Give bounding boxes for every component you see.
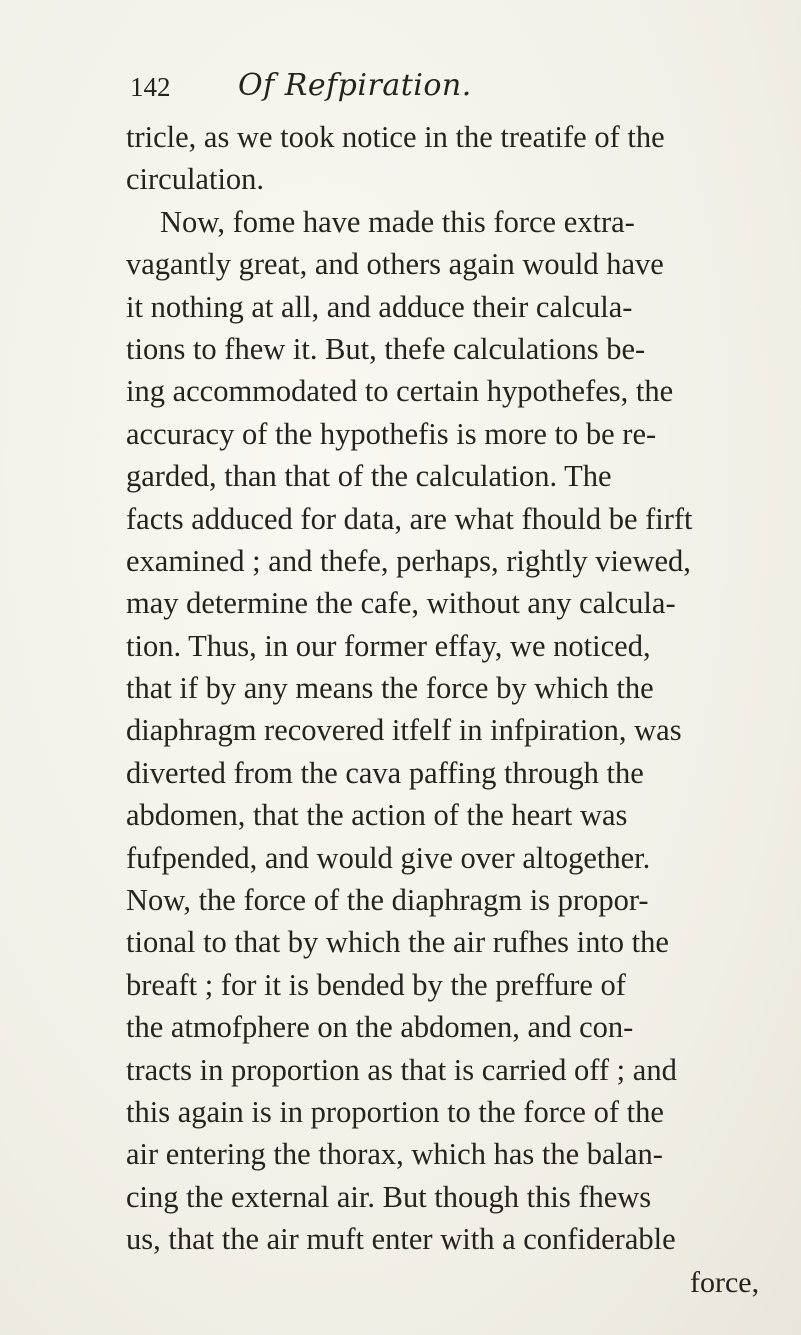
text-line: abdomen, that the action of the heart was [126, 798, 628, 833]
text-line: Now, fome have made this force extra- [160, 204, 635, 239]
text-line: examined ; and thefe, perhaps, rightly viewed, [126, 543, 691, 578]
catchword: force, [690, 1266, 760, 1299]
text-line: tions to fhew it. But, thefe calculations be- [126, 331, 646, 366]
text-line: cing the external air. But though this fhews [126, 1179, 652, 1214]
text-line: tional to that by which the air rufhes into the [126, 925, 669, 960]
text-line: vagantly great, and others again would have [126, 247, 664, 282]
text-line: Now, the force of the diaphragm is propor- [126, 883, 649, 918]
text-line: this again is in proportion to the force of the [126, 1094, 664, 1129]
text-line: diverted from the cava paffing through the [126, 755, 644, 790]
body-text [126, 116, 776, 1261]
text-line: garded, than that of the calculation. The [126, 459, 612, 494]
text-line: may determine the cafe, without any calcula- [126, 586, 676, 621]
text-line: tricle, as we took notice in the treatife of the [126, 120, 665, 154]
text-line: tracts in proportion as that is carried off ; and [126, 1052, 677, 1087]
text-line: the atmofphere on the abdomen, and con- [126, 1010, 634, 1045]
page-number: 142 [130, 72, 171, 102]
text-line: us, that the air muft enter with a confiderable [126, 1222, 676, 1257]
text-line: fufpended, and would give over altogether. [126, 840, 651, 875]
text-line: that if by any means the force by which the [126, 671, 654, 706]
text-line: ing accommodated to certain hypothefes, the [126, 374, 674, 409]
text-line: breaft ; for it is bended by the preffure of [126, 967, 626, 1002]
page-header [130, 68, 770, 108]
text-line: facts adduced for data, are what fhould be firft [126, 501, 693, 536]
running-title: Of Refpiration. [238, 68, 472, 103]
text-line: accuracy of the hypothefis is more to be re- [126, 416, 657, 451]
text-line: circulation. [126, 162, 265, 197]
text-line: it nothing at all, and adduce their calcula- [126, 289, 633, 324]
text-line: diaphragm recovered itfelf in infpiration, was [126, 713, 682, 748]
text-line: tion. Thus, in our former effay, we noticed, [126, 628, 651, 663]
text-line: air entering the thorax, which has the balan- [126, 1137, 663, 1172]
